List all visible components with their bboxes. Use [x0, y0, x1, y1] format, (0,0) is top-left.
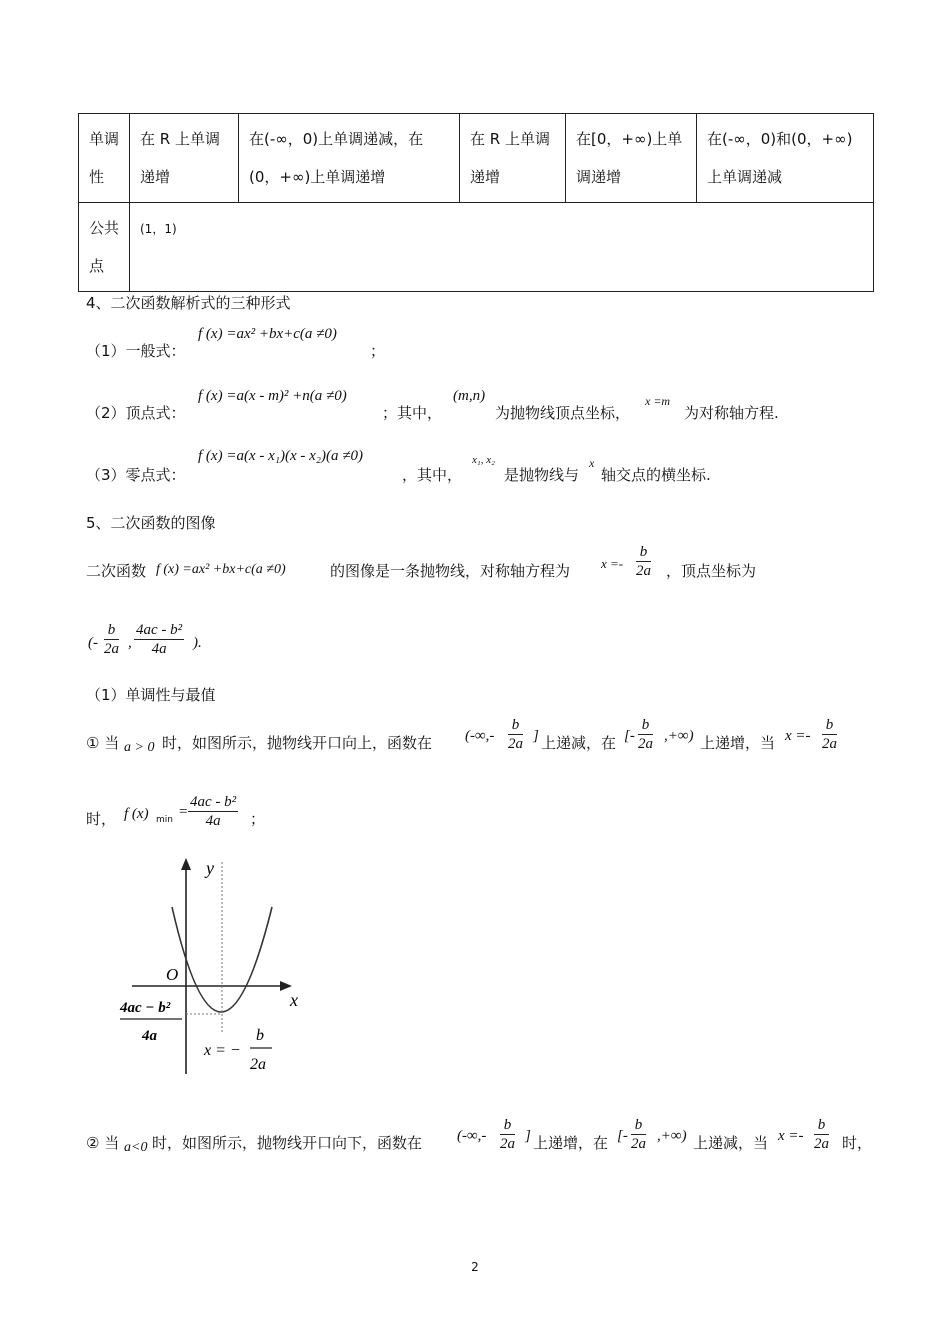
vertex-form-label: （2）顶点式： [86, 404, 186, 422]
row-label-common-point: 公共点 [79, 203, 130, 292]
origin-label: O [166, 965, 179, 984]
cell-cubic: 在 R 上单调递增 [460, 114, 566, 203]
row-label-monotonicity: 单调性 [79, 114, 130, 203]
y-axis-arrow [181, 858, 191, 870]
general-form-formula: f (x) =ax² +bx+c(a ≠0) [198, 326, 337, 342]
vertex-y-fraction: $\frac{\text{4ac - b²}}{4a}$ [136, 622, 183, 657]
subsection-monotonicity: （1）单调性与最值 [86, 686, 216, 704]
cell-linear: 在 R 上单调递增 [130, 114, 239, 203]
section-5-title: 5、二次函数的图像 [86, 514, 216, 532]
cell-common-point: (1，1) [130, 203, 874, 292]
axis-den-label: 2a [250, 1056, 266, 1073]
page-number: 2 [471, 1260, 479, 1274]
min-den-label: 4a [142, 1028, 157, 1044]
axis-eq-label: x = − [204, 1042, 241, 1059]
properties-table [78, 113, 874, 292]
zero-form-label: （3）零点式： [86, 466, 186, 484]
cell-reciprocal: 在(-∞，0)和(0，+∞) 上单调递减 [697, 114, 874, 203]
table-row [79, 114, 874, 203]
parabola-upward-graph [110, 852, 320, 1082]
table-row [79, 203, 874, 292]
intro-formula: f (x) =ax² +bx+c(a ≠0) [156, 562, 286, 577]
vertex-form-formula: f (x) =a(x - m)² +n(a ≠0) [198, 388, 347, 404]
y-label: y [206, 858, 214, 878]
min-num-label: 4ac − b² [120, 1000, 171, 1016]
axis-num-label: b [256, 1027, 264, 1044]
cell-sqrt: 在[0，+∞)上单调递增 [566, 114, 697, 203]
min-value-fraction: $\frac{\text{4ac - b²}}{4a}$ [190, 794, 237, 829]
zero-form-formula: f (x) =a(x - x₁)(x - x₂)(a ≠0) [198, 448, 363, 464]
cell-reciprocal-like: 在(-∞，0)上单调递减，在 (0，+∞)上单调递增 [239, 114, 460, 203]
general-form-line: （1）一般式： [86, 342, 186, 360]
x-label: x [290, 990, 298, 1010]
section-4-title: 4、二次函数解析式的三种形式 [86, 294, 291, 312]
